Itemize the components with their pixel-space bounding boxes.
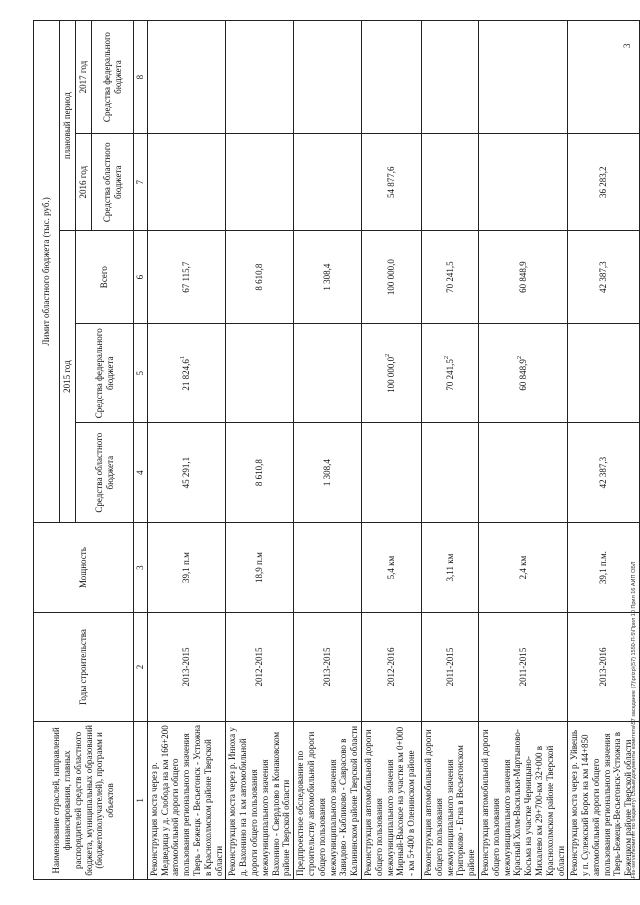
cell-years xyxy=(478,613,567,721)
cell-federal-text: 21 824,6 xyxy=(181,359,192,391)
cell-total-text: 67 115,7 xyxy=(181,261,192,293)
cell-y2016 xyxy=(294,134,362,231)
cell-years xyxy=(294,613,362,721)
cell-y2017 xyxy=(478,21,567,134)
cell-y2017 xyxy=(361,21,421,134)
cell-federal xyxy=(226,323,294,422)
cell-years xyxy=(226,613,294,721)
cell-total-text: 100 000,0 xyxy=(386,259,397,296)
cell-capacity xyxy=(478,522,567,612)
budget-table xyxy=(33,20,640,880)
cell-name xyxy=(478,721,567,879)
table-row xyxy=(421,21,478,880)
cell-total xyxy=(568,231,640,324)
footnote-marker: 2 xyxy=(442,355,450,360)
cell-total-text: 1 308,4 xyxy=(322,263,333,291)
footnote-marker: 2 xyxy=(515,355,523,360)
cell-name xyxy=(568,721,640,879)
cell-federal xyxy=(478,323,567,422)
cell-federal xyxy=(294,323,362,422)
cell-name-text: Предпроектное обследование по строительству автомобильной дороги общего пользования межмуниципального значения Завидово - Кабликово - Саврасово в Калининском районе Тверской области xyxy=(295,725,360,876)
cell-name xyxy=(361,721,421,879)
cell-capacity xyxy=(147,522,226,612)
header-regional-2016: Средства областного бюджета xyxy=(92,134,134,231)
header-name: Наименование отраслей, направлений финансирования, главных распорядителей средств областного бюджета, муниципальных образований (бюджетополучателей), программ и объектов xyxy=(34,721,134,879)
col-num-7: 7 xyxy=(134,134,148,231)
col-num-3: 3 xyxy=(134,522,148,612)
cell-total-text: 42 387,3 xyxy=(598,261,609,293)
cell-years xyxy=(361,613,421,721)
col-num-5: 5 xyxy=(134,323,148,422)
cell-regional xyxy=(226,423,294,522)
table-row xyxy=(478,21,567,880)
cell-years-text: 2011-2015 xyxy=(517,647,528,687)
cell-years xyxy=(147,613,226,721)
cell-federal-text: 100 000,0 xyxy=(386,356,397,393)
cell-capacity-text: 39,1 п.м xyxy=(181,552,192,583)
cell-capacity xyxy=(361,522,421,612)
cell-regional-text: 42 387,3 xyxy=(598,456,609,489)
header-2017: 2017 год xyxy=(76,21,92,134)
cell-regional xyxy=(294,423,362,522)
header-federal-2017: Средства федерального бюджета xyxy=(92,21,134,134)
cell-federal xyxy=(147,323,226,422)
cell-y2016 xyxy=(226,134,294,231)
header-regional-2015: Средства областного бюджета xyxy=(76,423,134,522)
header-federal-2015: Средства федерального бюджета xyxy=(76,323,134,422)
cell-total xyxy=(478,231,567,324)
cell-total-text: 70 241,5 xyxy=(444,261,455,293)
cell-years xyxy=(568,613,640,721)
cell-y2016 xyxy=(478,134,567,231)
header-total: Всего xyxy=(76,231,134,324)
cell-total-text: 60 848,9 xyxy=(517,261,528,293)
table-row xyxy=(226,21,294,880)
cell-name-text: Реконструкция моста через р. Инюха у д. Вахонино на 1 км автомобильной дороги общего пользования межмуниципального значения Вахонино - Свердлово в Конаковском районе Тверской области xyxy=(227,727,292,876)
cell-regional xyxy=(568,423,640,522)
header-limit: Лимит областного бюджета (тыс. руб.) xyxy=(34,21,60,523)
cell-y2016 xyxy=(147,134,226,231)
col-num-2: 2 xyxy=(134,613,148,721)
header-2015: 2015 год xyxy=(60,231,76,523)
cell-capacity-text: 3,11 км xyxy=(444,553,455,582)
cell-years-text: 2013-2015 xyxy=(181,647,192,687)
cell-y2017 xyxy=(147,21,226,134)
cell-regional-text: 8 610,8 xyxy=(254,459,265,487)
cell-years-text: 2011-2015 xyxy=(444,647,455,687)
cell-regional xyxy=(478,423,567,522)
header-2016: 2016 год xyxy=(76,134,92,231)
cell-federal-text: 60 848,9 xyxy=(517,359,528,391)
cell-total xyxy=(421,231,478,324)
cell-name-text: Реконструкция автомобильной дороги общего пользования межмуниципального значения Григорково - Егна в Весьегонском районе xyxy=(422,729,477,876)
cell-regional xyxy=(361,423,421,522)
table-body xyxy=(34,21,640,880)
cell-y2016 xyxy=(361,134,421,231)
cell-y2017 xyxy=(226,21,294,134)
cell-capacity-text: 18,9 п.м xyxy=(254,552,265,583)
header-row-1 xyxy=(34,21,60,880)
cell-name-text: Реконструкция моста через р. Медведица у д. Слобода на км 166+200 автомобильной дороги общего пользования регионального значения Тверь - Бежецк - Весьегонск - Устюжна в Краснохолмском районе Тверской области xyxy=(148,725,224,876)
table-row xyxy=(568,21,640,880)
cell-name-text: Реконструкция моста через р. Уйвешь у п. Сулежский Борок на км 144+850 автомобильной дороги общего пользования регионального значения Тверь-Бежецк-Весьегонск-Устюжна в Бежецком районе Тверской области xyxy=(569,729,634,876)
footnote-marker: 1 xyxy=(179,355,187,360)
cell-y2016 xyxy=(421,134,478,231)
cell-federal xyxy=(568,323,640,422)
table-row xyxy=(294,21,362,880)
cell-capacity-text: 5,4 км xyxy=(386,555,397,580)
col-num-6: 6 xyxy=(134,231,148,324)
col-num-4: 4 xyxy=(134,423,148,522)
cell-name-text: Реконструкция автомобильной дороги общего пользования межмуниципального значения Мирный-Высокое на участке км 0+000 - км 5+400 в Оленинском районе xyxy=(362,726,417,876)
table-row xyxy=(361,21,421,880)
cell-y2017 xyxy=(568,21,640,134)
cell-years-text: 2012-2015 xyxy=(254,647,265,687)
cell-y2017 xyxy=(294,21,362,134)
cell-y2016-text: 36 283,2 xyxy=(598,166,609,198)
cell-capacity-text: 2,4 км xyxy=(517,555,528,580)
cell-name xyxy=(226,721,294,879)
header-plan: плановый период xyxy=(60,21,76,231)
footnote-marker: 2 xyxy=(384,353,392,357)
cell-total xyxy=(294,231,362,324)
cell-capacity xyxy=(294,522,362,612)
header-years: Годы строительства xyxy=(34,613,134,721)
cell-capacity xyxy=(226,522,294,612)
cell-federal-text: 70 241,5 xyxy=(444,359,455,391)
column-number-row xyxy=(134,21,148,880)
cell-total-text: 8 610,8 xyxy=(254,263,265,291)
cell-total xyxy=(226,231,294,324)
cell-federal xyxy=(361,323,421,422)
cell-capacity-text: 39,1 п.м. xyxy=(598,551,609,585)
cell-name-text: Реконструкция автомобильной дороги общего пользования межмуниципального значения Красный Холм-Васильки-Мартыново-Косьма на участке Черницыно-Михалево км 29+700-км 32+000 в Краснохолмском районе Тверской области xyxy=(479,729,566,876)
header-capacity: Мощность xyxy=(34,522,134,612)
cell-regional-text: 1 308,4 xyxy=(322,459,333,487)
cell-regional-text: 45 291,1 xyxy=(181,456,192,489)
cell-years-text: 2013-2015 xyxy=(322,647,333,687)
cell-federal xyxy=(421,323,478,422)
cell-name xyxy=(147,721,226,879)
cell-y2017 xyxy=(421,21,478,134)
table-row xyxy=(147,21,226,880)
cell-name xyxy=(421,721,478,879)
cell-years-text: 2012-2016 xyxy=(386,647,397,687)
file-path-footer: \File-server\комитет по бюджету\ Созыв\документы комитета\57 заседание (7)\prizp\(57) 1550-П-5\Прил 10 Прил 16 АИП ОБЛ xyxy=(631,561,637,880)
cell-regional xyxy=(147,423,226,522)
col-num-8: 8 xyxy=(134,21,148,134)
cell-years xyxy=(421,613,478,721)
cell-years-text: 2013-2016 xyxy=(598,647,609,687)
cell-total xyxy=(361,231,421,324)
cell-y2016-text: 54 877,6 xyxy=(386,166,397,198)
cell-capacity xyxy=(421,522,478,612)
cell-y2016 xyxy=(568,134,640,231)
cell-name xyxy=(294,721,362,879)
cell-total xyxy=(147,231,226,324)
page-number: 3 xyxy=(622,43,632,48)
cell-regional xyxy=(421,423,478,522)
cell-capacity xyxy=(568,522,640,612)
col-num-1: 1 xyxy=(134,721,148,879)
